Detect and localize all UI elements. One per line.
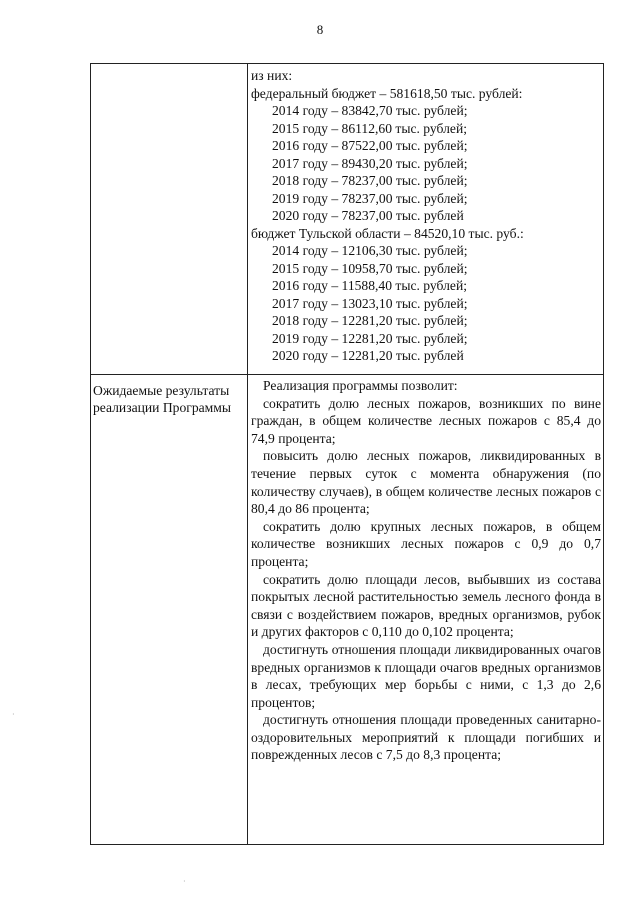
federal-year-line: 2014 году – 83842,70 тыс. рублей; xyxy=(272,103,468,118)
regional-year-line: 2018 году – 12281,20 тыс. рублей; xyxy=(272,313,468,328)
federal-year-line: 2017 году – 89430,20 тыс. рублей; xyxy=(272,155,468,171)
funding-row xyxy=(91,64,604,375)
regional-year-line: 2015 году – 10958,70 тыс. рублей; xyxy=(272,260,468,276)
results-intro: Реализация программы позволит: xyxy=(263,378,458,393)
scan-speck: · xyxy=(12,710,15,719)
regional-year-line: 2016 году – 11588,40 тыс. рублей; xyxy=(272,278,467,293)
funding-label-cell xyxy=(91,64,248,375)
federal-year-line: 2015 году – 86112,60 тыс. рублей; xyxy=(272,120,467,136)
federal-year-line: 2019 году – 78237,00 тыс. рублей; xyxy=(272,190,468,206)
results-label-cell xyxy=(91,375,248,845)
federal-year-line: 2020 году – 78237,00 тыс. рублей xyxy=(272,208,464,223)
funding-content-cell xyxy=(248,64,604,375)
regional-year-line: 2014 году – 12106,30 тыс. рублей; xyxy=(272,243,468,258)
federal-year-line: 2016 году – 87522,00 тыс. рублей; xyxy=(272,138,468,153)
result-item: сократить долю крупных лесных пожаров, в общем количестве возникших лесных пожаров с 0,9 до 0,7 процента; xyxy=(251,518,601,569)
results-label: Ожидаемые результаты реализации Программы xyxy=(93,383,231,415)
program-passport-table xyxy=(90,63,604,845)
result-item: повысить долю лесных пожаров, ликвидированных в течение первых суток с момента обнаружения (по количеству случаев), в общем количестве лесных пожаров с 80,4 до 86 процента; xyxy=(251,448,601,517)
result-item: сократить долю площади лесов, выбывших из состава покрытых лесной растительностью земель лесного фонда в связи с воздействием пожаров, вредных организмов, рубок и других факторов с 0,110 до 0,102 процента; xyxy=(251,571,601,640)
scan-speck: · xyxy=(183,877,186,886)
regional-year-line: 2019 году – 12281,20 тыс. рублей; xyxy=(272,330,468,346)
results-row xyxy=(91,375,604,845)
funding-lead: из них: xyxy=(251,68,293,83)
result-item: сократить долю лесных пожаров, возникших по вине граждан, в общем количестве лесных пожаров с 85,4 до 74,9 процента; xyxy=(251,395,601,446)
results-content-cell xyxy=(248,375,604,845)
federal-year-line: 2018 году – 78237,00 тыс. рублей; xyxy=(272,173,468,188)
result-item: достигнуть отношения площади ликвидированных очагов вредных организмов к площади очагов вредных организмов в лесах, требующих мер борьбы с ними, с 1,3 до 2,6 процентов; xyxy=(251,641,601,710)
federal-budget-title: федеральный бюджет – 581618,50 тыс. рублей: xyxy=(251,85,523,101)
page-number: 8 xyxy=(316,22,324,37)
regional-budget-title: бюджет Тульской области – 84520,10 тыс. руб.: xyxy=(251,225,524,241)
regional-year-line: 2017 году – 13023,10 тыс. рублей; xyxy=(272,295,468,311)
result-item: достигнуть отношения площади проведенных санитарно-оздоровительных мероприятий к площади погибших и поврежденных лесов с 7,5 до 8,3 процента; xyxy=(251,712,601,763)
regional-year-line: 2020 году – 12281,20 тыс. рублей xyxy=(272,348,464,363)
